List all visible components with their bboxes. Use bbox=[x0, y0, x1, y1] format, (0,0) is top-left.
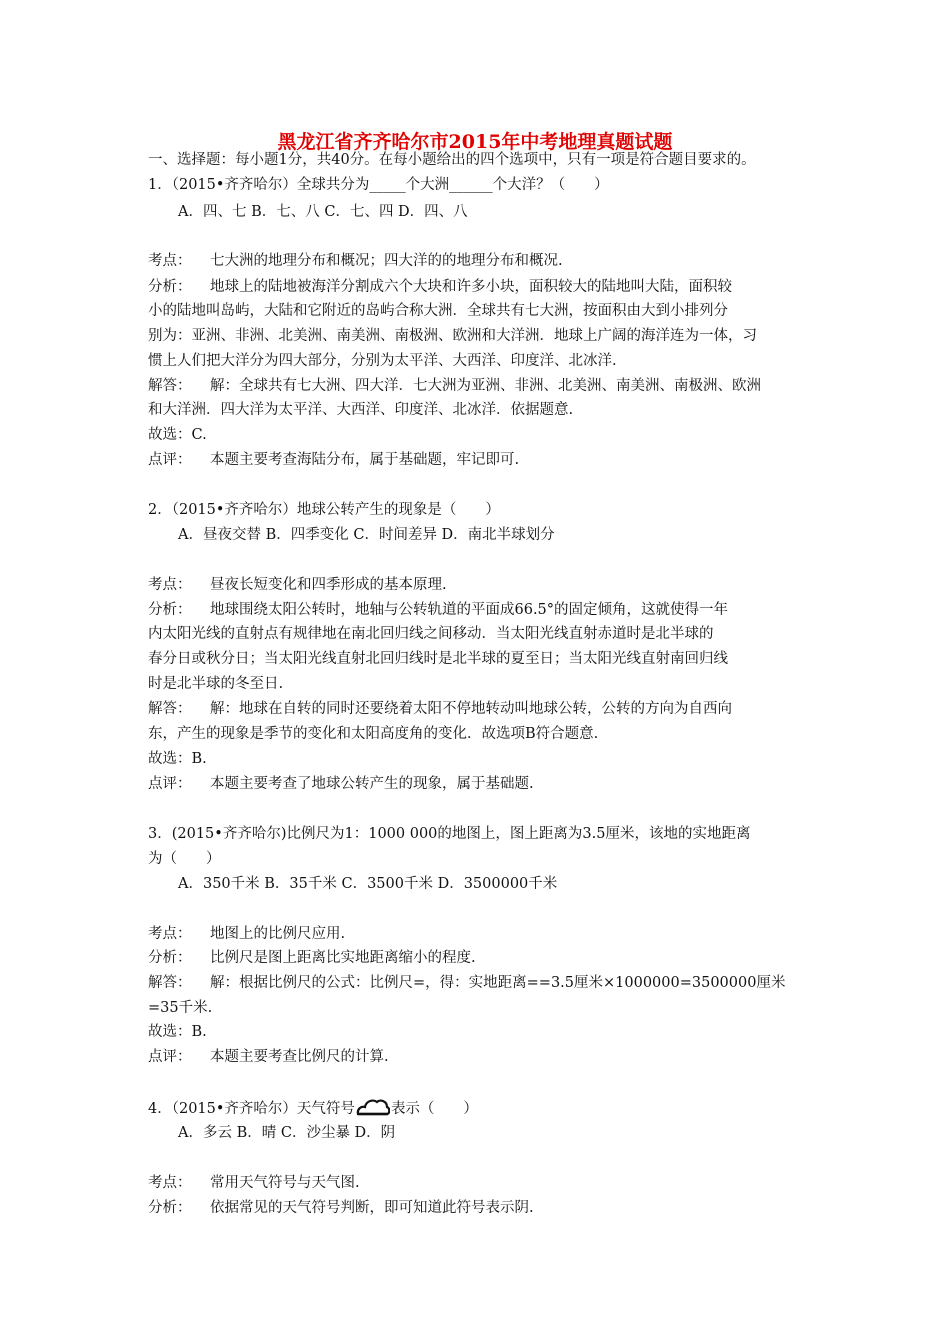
q3-answer: 故选：B. bbox=[148, 1024, 207, 1040]
q4-fenxi: 分析： 依据常见的天气符号判断，即可知道此符号表示阴. bbox=[148, 1200, 534, 1216]
q1-fenxi-line: 惯上人们把大洋分为四大部分，分别为太平洋、大西洋、印度洋、北冰洋. bbox=[148, 353, 617, 369]
q3-jieda-line: =35千米. bbox=[148, 1000, 213, 1016]
q2-jieda: 解答： 解：地球在自转的同时还要绕着太阳不停地转动叫地球公转，公转的方向为自西向 bbox=[148, 701, 732, 717]
q2-jieda-line: 东，产生的现象是季节的变化和太阳高度角的变化．故选项B符合题意. bbox=[148, 726, 599, 742]
document-title: 黑龙江省齐齐哈尔市2015年中考地理真题试题 bbox=[277, 131, 673, 153]
q1-dianping: 点评： 本题主要考查海陆分布，属于基础题，牢记即可. bbox=[148, 452, 520, 468]
q1-fenxi-line: 别为：亚洲、非洲、北美洲、南美洲、南极洲、欧洲和大洋洲．地球上广阔的海洋连为一体，习 bbox=[148, 328, 757, 344]
section-heading: 一、选择题：每小题1分，共40分。在每小题给出的四个选项中，只有一项是符合题目要求的。 bbox=[148, 152, 756, 168]
q2-kaodian: 考点： 昼夜长短变化和四季形成的基本原理. bbox=[148, 577, 447, 593]
q3-jieda: 解答： 解：根据比例尺的公式：比例尺=，得：实地距离==3.5厘米×1000000=3500000厘米 bbox=[148, 975, 786, 991]
q4-stem bbox=[148, 1098, 478, 1122]
q1-stem: 1．（2015•齐齐哈尔）全球共分为_____个大洲______个大洋？（ ） bbox=[148, 177, 609, 193]
q3-dianping: 点评： 本题主要考查比例尺的计算. bbox=[148, 1049, 389, 1065]
q3-stem-line: 为（ ） bbox=[148, 851, 221, 867]
q3-options: A．350千米 B．35千米 C．3500千米 D．3500000千米 bbox=[178, 876, 558, 892]
q1-kaodian: 考点： 七大洲的地理分布和概况；四大洋的的地理分布和概况. bbox=[148, 253, 563, 269]
q2-answer: 故选：B. bbox=[148, 751, 207, 767]
q2-options: A．昼夜交替 B．四季变化 C．时间差异 D．南北半球划分 bbox=[178, 527, 555, 543]
q1-options: A．四、七 B．七、八 C．七、四 D．四、八 bbox=[178, 204, 468, 220]
q2-fenxi-line: 内太阳光线的直射点有规律地在南北回归线之间移动．当太阳光线直射赤道时是北半球的 bbox=[148, 626, 714, 642]
q2-stem: 2．（2015•齐齐哈尔）地球公转产生的现象是（ ） bbox=[148, 502, 500, 518]
q4-kaodian: 考点： 常用天气符号与天气图. bbox=[148, 1175, 360, 1191]
q1-fenxi: 分析： 地球上的陆地被海洋分割成六个大块和许多小块，面积较大的陆地叫大陆，面积较 bbox=[148, 279, 732, 295]
q1-fenxi-line: 小的陆地叫岛屿，大陆和它附近的岛屿合称大洲．全球共有七大洲，按面积由大到小排列分 bbox=[148, 303, 728, 319]
q1-answer: 故选：C. bbox=[148, 427, 207, 443]
q3-kaodian: 考点： 地图上的比例尺应用. bbox=[148, 926, 346, 942]
q4-stem-text: 4．（2015•齐齐哈尔）天气符号 bbox=[148, 1101, 355, 1117]
overcast-cloud-icon bbox=[356, 1098, 390, 1122]
q3-stem: 3．(2015•齐齐哈尔)比例尺为1：1000 000的地图上，图上距离为3.5厘米，该地的实地距离 bbox=[148, 826, 751, 842]
q2-fenxi: 分析： 地球围绕太阳公转时，地轴与公转轨道的平面成66.5°的固定倾角，这就使得一年 bbox=[148, 602, 729, 618]
q3-fenxi: 分析： 比例尺是图上距离比实地距离缩小的程度. bbox=[148, 950, 476, 966]
q4-options: A．多云 B．晴 C．沙尘暴 D．阴 bbox=[178, 1125, 396, 1141]
q2-fenxi-line: 时是北半球的冬至日. bbox=[148, 676, 284, 692]
q2-dianping: 点评： 本题主要考查了地球公转产生的现象，属于基础题. bbox=[148, 776, 534, 792]
q1-jieda-line: 和大洋洲．四大洋为太平洋、大西洋、印度洋、北冰洋．依据题意. bbox=[148, 402, 574, 418]
q1-jieda: 解答： 解：全球共有七大洲、四大洋．七大洲为亚洲、非洲、北美洲、南美洲、南极洲、欧洲 bbox=[148, 378, 761, 394]
q2-fenxi-line: 春分日或秋分日；当太阳光线直射北回归线时是北半球的夏至日；当太阳光线直射南回归线 bbox=[148, 651, 728, 667]
q4-stem-text: 表示（ ） bbox=[390, 1101, 478, 1117]
